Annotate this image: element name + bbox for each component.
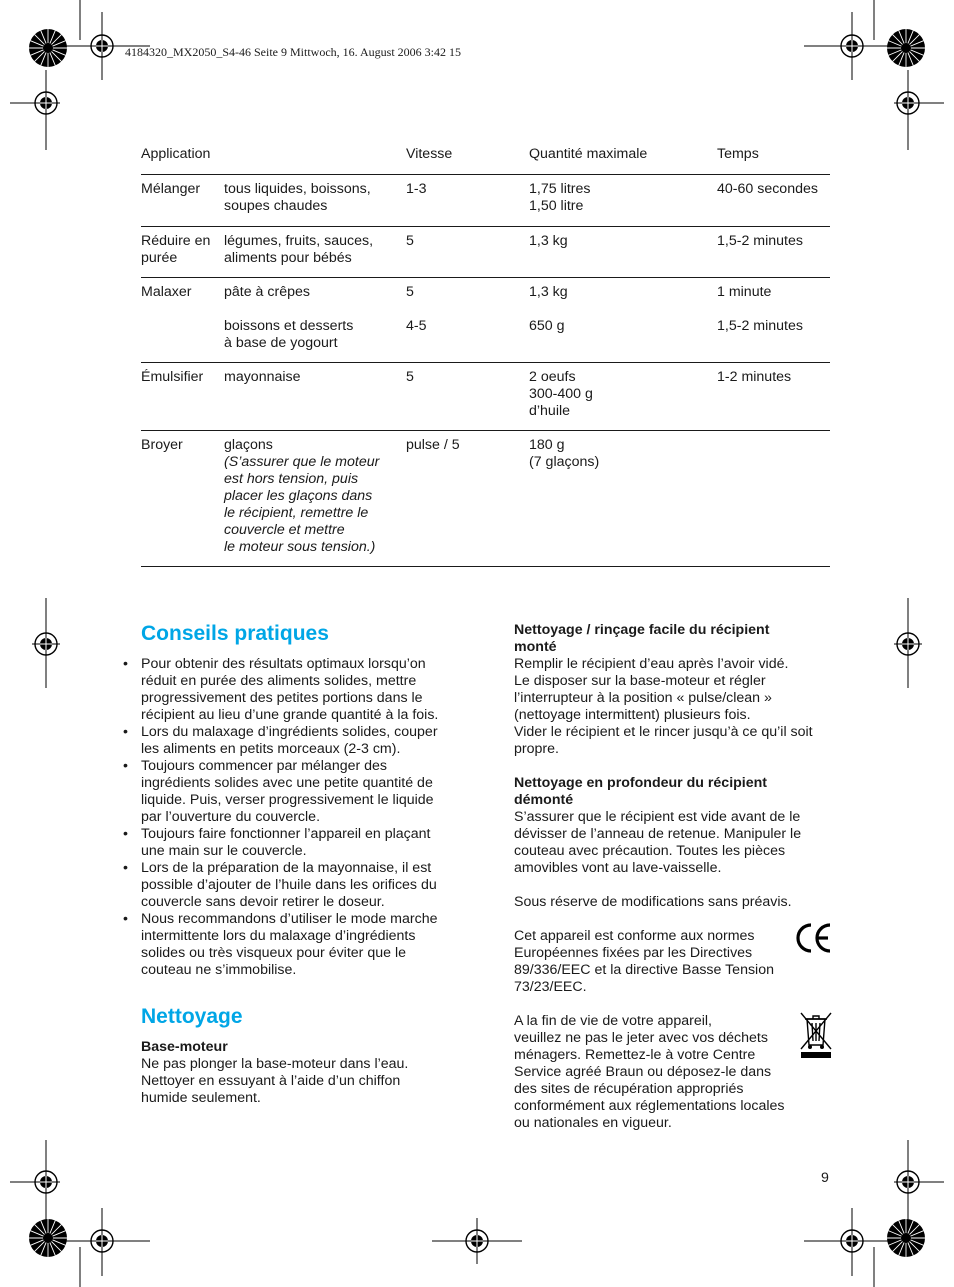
table-header: [141, 146, 830, 175]
ce-mark-icon: [794, 920, 834, 956]
ce-section: Cet appareil est conforme aux normes Européennes fixées par les Directives 89/336/EEC et la directive Basse Tension 73/23/EEC.: [514, 928, 832, 996]
deep-clean-text: S’assurer que le récipient est vide avant de le dévisser de l’anneau de retenue. Manipuler le couteau avec précaution. Toutes les pièces amovibles vont au lave-vaisselle.: [514, 809, 802, 876]
row-quantity: 180 g (7 glaçons): [529, 437, 600, 470]
rinse-text: Remplir le récipient d’eau après l’avoir vidé. Le disposer sur la base-moteur et régler l’interrupteur à la position « pulse/clean » (nettoyage intermittent) plusieurs fois. Vider le récipient et le rincer jusqu’à ce qu’il soit propre.: [514, 656, 813, 757]
row-speed: 5 4-5: [406, 284, 427, 334]
print-slug: 4184320_MX2050_S4-46 Seite 9 Mittwoch, 16. August 2006 3:42 15: [125, 45, 462, 59]
row-time: 1 minute 1,5-2 minutes: [717, 284, 803, 334]
left-column: [141, 620, 461, 1107]
header-application: Application: [141, 146, 211, 162]
row-time: 1,5-2 minutes: [717, 233, 803, 249]
row-items: tous liquides, boissons, soupes chaudes: [224, 181, 371, 214]
list-item: • Toujours commencer par mélanger des ingrédients solides avec une petite quantité de liquide. Puis, verser progressivement le liquide par l’ouverture du couvercle.: [141, 758, 461, 826]
header-quantity: Quantité maximale: [529, 146, 648, 162]
row-application: Malaxer: [141, 284, 192, 300]
row-time: [717, 437, 835, 454]
conseils-list: [141, 656, 461, 979]
conseils-heading: Conseils pratiques: [141, 622, 329, 645]
row-speed: 5: [406, 369, 414, 385]
row-quantity: 1,3 kg: [529, 233, 568, 249]
reserve-note: Sous réserve de modifications sans préavis.: [514, 894, 792, 910]
row-speed: 5: [406, 233, 414, 249]
row-items: mayonnaise: [224, 369, 301, 385]
page-number: 9: [821, 1170, 829, 1186]
base-moteur-heading: Base-moteur: [141, 1039, 228, 1055]
crossed-bin-icon: [798, 1009, 834, 1059]
row-items: légumes, fruits, sauces, aliments pour bébés: [224, 233, 374, 266]
header-speed: Vitesse: [406, 146, 453, 162]
row-application: Émulsifier: [141, 369, 204, 385]
table-row: [141, 227, 830, 278]
base-moteur-text: Ne pas plonger la base-moteur dans l’eau. Nettoyer en essuyant à l’aide d’un chiffon humide seulement.: [141, 1056, 409, 1106]
rinse-heading: Nettoyage / rinçage facile du récipient monté: [514, 622, 770, 655]
weee-section: A la fin de vie de votre appareil, veuillez ne pas le jeter avec vos déchets ménagers. Remettez-le à votre Centre Service agréé Braun ou déposez-le dans des sites de récupération appropriés conformément aux réglementations locales ou nationales en vigueur.: [514, 1013, 832, 1132]
table-row: [141, 175, 830, 227]
row-speed: 1-3: [406, 181, 427, 197]
row-speed: pulse / 5: [406, 437, 460, 453]
row-quantity: 2 oeufs 300-400 g d’huile: [529, 369, 593, 419]
row-quantity: 1,3 kg 650 g: [529, 284, 568, 334]
row-items: pâte à crêpes boissons et desserts à base de yogourt: [224, 284, 354, 351]
right-column: [514, 622, 832, 1132]
deep-clean-heading: Nettoyage en profondeur du récipient démonté: [514, 775, 768, 808]
application-table: [141, 146, 830, 567]
table-row: [141, 363, 830, 431]
list-item: • Pour obtenir des résultats optimaux lorsqu’on réduit en purée des aliments solides, mettre progressivement des petites portions dans le récipient au lieu d’une grande quantité à la fois.: [141, 656, 461, 724]
row-time: 1-2 minutes: [717, 369, 792, 385]
list-item: • Nous recommandons d’utiliser le mode marche intermittente lors du malaxage d’ingrédients solides ou très visqueux pour éviter que le couteau ne s’immobilise.: [141, 911, 461, 979]
list-item: • Lors de la préparation de la mayonnaise, il est possible d’ajouter de l’huile dans les orifices du couvercle sans devoir retirer le doseur.: [141, 860, 461, 911]
row-application: Broyer: [141, 437, 183, 453]
nettoyage-heading: Nettoyage: [141, 1005, 243, 1028]
list-item: • Toujours faire fonctionner l’appareil en plaçant une main sur le couvercle.: [141, 826, 461, 860]
row-application: Mélanger: [141, 181, 201, 197]
list-item: • Lors du malaxage d’ingrédients solides, couper les aliments en petits morceaux (2-3 cm).: [141, 724, 461, 758]
row-time: 40-60 secondes: [717, 181, 818, 197]
row-application: Réduire en purée: [141, 233, 211, 266]
row-items: glaçons (S’assurer que le moteur est hors tension, puis placer les glaçons dans le récipient, remettre le couvercle et mettre le moteur sous tension.): [224, 437, 380, 555]
table-row: [141, 278, 830, 363]
table-row: [141, 431, 830, 567]
header-time: Temps: [717, 146, 759, 162]
row-quantity: 1,75 litres 1,50 litre: [529, 181, 591, 214]
